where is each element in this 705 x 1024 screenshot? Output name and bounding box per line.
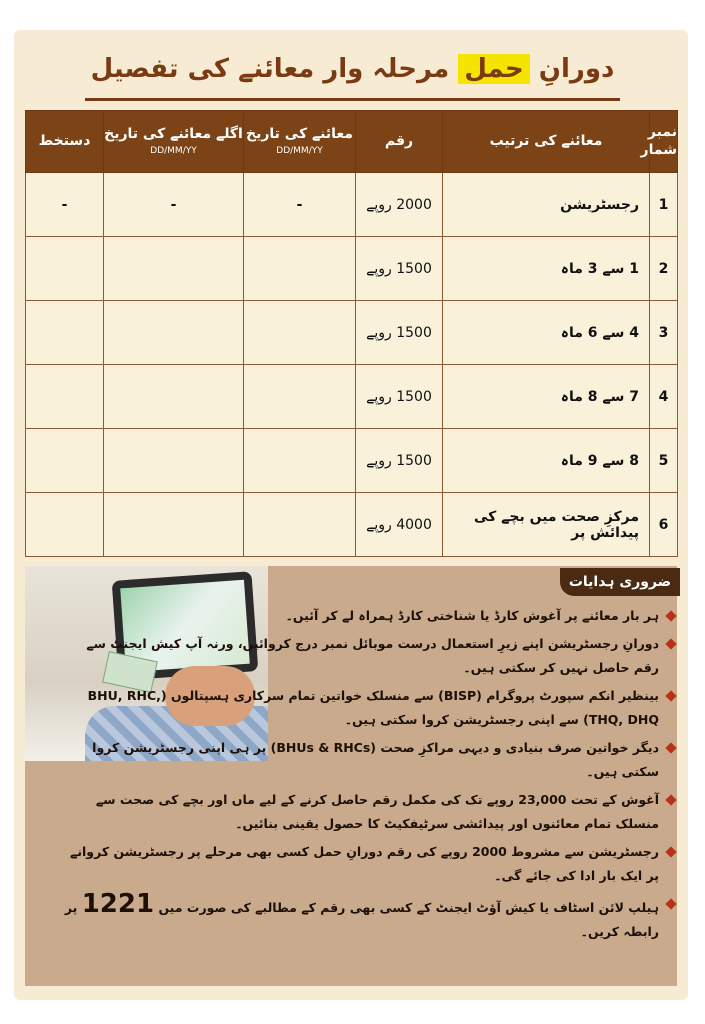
row-signature[interactable] <box>26 365 104 429</box>
row-next-date[interactable] <box>104 365 244 429</box>
col-serial-header: نمبر شمار <box>650 111 678 173</box>
list-item: دورانِ رجسٹریشن اپنے زیرِ استعمال درست موبائل نمبر درج کروائیں، ورنہ آپ کیش ایجنٹ سے رقم حاصل نہیں کر سکتی ہیں۔ <box>60 632 675 680</box>
table-row <box>26 237 678 301</box>
page-title <box>85 40 621 101</box>
row-next-date[interactable] <box>104 301 244 365</box>
title-suffix: مرحلہ وار معائنے کی تفصیل <box>90 54 450 84</box>
row-date[interactable]: - <box>244 173 356 237</box>
row-signature[interactable] <box>26 493 104 557</box>
row-signature[interactable] <box>26 301 104 365</box>
table-row <box>26 365 678 429</box>
row-number: 3 <box>650 301 678 365</box>
row-amount: 1500 روپے <box>356 237 443 301</box>
helpline-number[interactable]: 1221 <box>81 889 155 919</box>
title-prefix: دورانِ <box>538 54 615 84</box>
row-amount: 1500 روپے <box>356 429 443 493</box>
diamond-bullet-icon <box>665 610 676 621</box>
instructions-list <box>60 604 675 948</box>
row-date[interactable] <box>244 429 356 493</box>
title-area <box>0 40 705 98</box>
checkup-table <box>25 110 678 557</box>
row-amount: 2000 روپے <box>356 173 443 237</box>
row-signature[interactable] <box>26 237 104 301</box>
title-highlight: حمل <box>458 54 529 84</box>
diamond-bullet-icon <box>665 690 676 701</box>
row-next-date[interactable] <box>104 237 244 301</box>
row-number: 1 <box>650 173 678 237</box>
diamond-bullet-icon <box>665 742 676 753</box>
row-amount: 4000 روپے <box>356 493 443 557</box>
col-signature-header: دستخط <box>26 111 104 173</box>
row-number: 2 <box>650 237 678 301</box>
col-next-date-header: اگلے معائنے کی تاریخ DD/MM/YY <box>104 111 244 173</box>
list-item: دیگر خواتین صرف بنیادی و دیہی مراکزِ صحت (BHUs & RHCs) پر ہی اپنی رجسٹریشن کروا سکتی ہیں۔ <box>60 736 675 784</box>
table-row <box>26 493 678 557</box>
row-amount: 1500 روپے <box>356 365 443 429</box>
row-stage: 7 سے 8 ماہ <box>443 365 650 429</box>
list-item-helpline: ہیلپ لائن اسٹاف یا کیش آؤٹ ایجنٹ کے کسی بھی رقم کے مطالبے کی صورت میں 1221 پر رابطہ کریں۔ <box>60 892 675 944</box>
diamond-bullet-icon <box>665 846 676 857</box>
table-row <box>26 173 678 237</box>
list-item: رجسٹریشن سے مشروط 2000 روپے کی رقم دورانِ حمل کسی بھی مرحلے پر رجسٹریشن کروانے پر ایک بار ادا کی جائے گی۔ <box>60 840 675 888</box>
instructions-heading: ضروری ہدایات <box>560 568 680 596</box>
list-item: بینظیر انکم سپورٹ پروگرام (BISP) سے منسلک خواتین تمام سرکاری ہسپتالوں (BHU, RHC, THQ, DHQ) سے اپنی رجسٹریشن کروا سکتی ہیں۔ <box>60 684 675 732</box>
diamond-bullet-icon <box>665 794 676 805</box>
row-next-date[interactable]: - <box>104 173 244 237</box>
table-header-row <box>26 111 678 173</box>
row-next-date[interactable] <box>104 429 244 493</box>
list-item: ہر بار معائنے پر آغوش کارڈ یا شناختی کارڈ ہمراہ لے کر آئیں۔ <box>60 604 675 628</box>
col-amount-header: رقم <box>356 111 443 173</box>
col-date-header: معائنے کی تاریخ DD/MM/YY <box>244 111 356 173</box>
row-date[interactable] <box>244 493 356 557</box>
row-date[interactable] <box>244 301 356 365</box>
row-signature[interactable] <box>26 429 104 493</box>
row-signature[interactable]: - <box>26 173 104 237</box>
table-row <box>26 301 678 365</box>
row-date[interactable] <box>244 365 356 429</box>
row-number: 5 <box>650 429 678 493</box>
row-stage: مرکزِ صحت میں بچے کی پیدائش پر <box>443 493 650 557</box>
row-number: 6 <box>650 493 678 557</box>
diamond-bullet-icon <box>665 638 676 649</box>
row-number: 4 <box>650 365 678 429</box>
row-stage: 4 سے 6 ماہ <box>443 301 650 365</box>
table-row <box>26 429 678 493</box>
row-next-date[interactable] <box>104 493 244 557</box>
row-stage: رجسٹریشن <box>443 173 650 237</box>
row-date[interactable] <box>244 237 356 301</box>
row-amount: 1500 روپے <box>356 301 443 365</box>
list-item: آغوش کے تحت 23,000 روپے تک کی مکمل رقم حاصل کرنے کے لیے ماں اور بچے کی صحت سے منسلک تمام معائنوں اور پیدائشی سرٹیفکیٹ کا حصول یقینی بنائیں۔ <box>60 788 675 836</box>
row-stage: 8 سے 9 ماہ <box>443 429 650 493</box>
col-stage-header: معائنے کی ترتیب <box>443 111 650 173</box>
row-stage: 1 سے 3 ماہ <box>443 237 650 301</box>
diamond-bullet-icon <box>665 898 676 909</box>
